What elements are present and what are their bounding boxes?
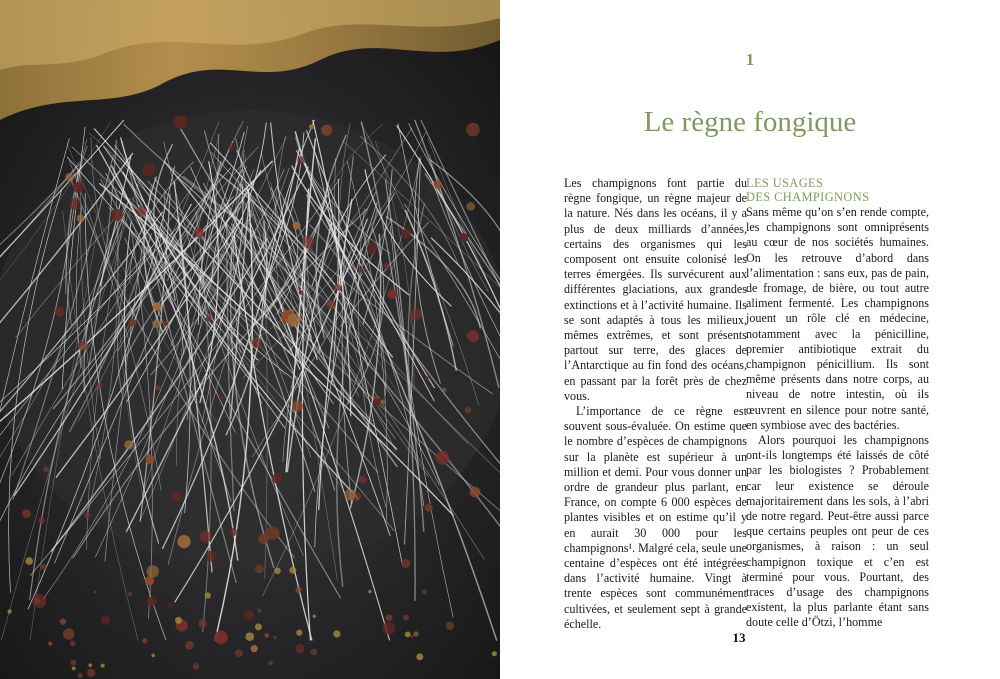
lichen-speck — [94, 590, 97, 593]
sporangium-dot — [206, 551, 217, 562]
lichen-speck — [235, 649, 243, 657]
sporangium-dot — [145, 455, 154, 464]
sporangium-dot — [152, 320, 161, 329]
sporangium-dot — [467, 330, 479, 342]
lichen-speck — [70, 641, 76, 647]
lichen-speck — [268, 661, 273, 666]
sporangium-dot — [401, 559, 410, 568]
sporangium-dot — [142, 163, 155, 176]
lichen-speck — [72, 667, 76, 671]
section-heading — [746, 176, 929, 204]
lichen-speck — [313, 615, 316, 618]
sporangium-dot — [434, 180, 443, 189]
sporangium-dot — [425, 504, 433, 512]
lichen-speck — [446, 622, 454, 630]
sporangium-dot — [60, 618, 66, 624]
chapter-title: Le règne fongique — [643, 106, 857, 138]
sporangium-dot — [219, 395, 225, 401]
sporangium-dot — [153, 302, 162, 311]
lichen-speck — [41, 564, 47, 570]
lichen-speck — [193, 663, 200, 670]
lichen-speck — [416, 653, 423, 660]
sporangium-dot — [435, 451, 449, 465]
sporangium-dot — [386, 614, 393, 621]
sporangium-dot — [382, 622, 395, 635]
sporangium-dot — [194, 228, 204, 238]
lichen-speck — [296, 630, 302, 636]
sporangium-dot — [200, 531, 212, 543]
sporangium-dot — [147, 565, 159, 577]
right-page — [500, 0, 1000, 679]
lichen-speck — [25, 557, 33, 565]
sporangium-dot — [309, 124, 314, 129]
lichen-speck — [7, 609, 11, 613]
lichen-speck — [422, 589, 427, 594]
sporangium-dot — [63, 628, 74, 639]
sporangium-dot — [22, 509, 31, 518]
sporangium-dot — [380, 399, 385, 404]
sporangium-dot — [101, 616, 110, 625]
sporangium-dot — [344, 489, 355, 500]
lichen-speck — [368, 590, 371, 593]
lichen-speck — [273, 636, 276, 639]
lichen-speck — [88, 663, 92, 667]
sporangium-dot — [413, 631, 418, 636]
sporangium-dot — [252, 337, 262, 347]
lichen-speck — [205, 592, 211, 598]
sporangium-dot — [129, 319, 137, 327]
paragraph: L’importance de ce règne est souvent sous-évaluée. On estime que le nombre d’espèces de champignons sur la planète est supérieur à un million et demi. Pour vous donner un ordre de grandeur plus parlant, en France, on compte 6 000 espèces de plantes visibles et on estime qu’il y en aurait 30 000 pour les champignons¹. Malgré cela, seule une centaine d’espèces ont été intégrées dans l’activité humaine. Vingt à trente espèces sont communément cultivées, et seulement sept à grande échelle. — [564, 404, 747, 631]
paragraph: Alors pourquoi les champignons ont-ils longtemps été laissés de côté par les biologistes ? Probablement car leur existence se déroule majoritairement dans les sols, à l’abri de notre regard. Peut-être aussi parce que certains peuples ont peur de ces organismes, à raison : un seul champignon toxique et c’en est terminé pour vous. Pourtant, des traces d’usage des champignons existent, la plus parlante étant sans doute celle d’Ötzi, l’homme — [746, 433, 929, 630]
sporangium-dot — [84, 512, 90, 518]
sporangium-dot — [465, 407, 472, 414]
sporangium-dot — [171, 491, 181, 501]
sporangium-dot — [78, 341, 88, 351]
sporangium-dot — [244, 610, 254, 620]
sporangium-dot — [214, 631, 228, 645]
sporangium-dot — [373, 398, 380, 405]
sporangium-dot — [69, 198, 81, 210]
sporangium-dot — [147, 596, 157, 606]
lichen-speck — [492, 651, 497, 656]
sporangium-dot — [326, 300, 336, 310]
sporangium-dot — [65, 173, 74, 182]
sporangium-dot — [459, 233, 468, 242]
sporangium-dot — [155, 385, 160, 390]
sporangium-dot — [401, 229, 410, 238]
sporangium-dot — [174, 115, 188, 129]
lichen-speck — [78, 673, 83, 678]
sporangium-dot — [297, 156, 305, 164]
sporangium-dot — [178, 535, 191, 548]
sporangium-dot — [299, 290, 303, 294]
sporangium-dot — [228, 143, 236, 151]
lichen-speck — [246, 632, 255, 641]
lichen-speck — [255, 623, 262, 630]
sporangium-dot — [410, 309, 422, 321]
lichen-speck — [255, 565, 264, 574]
sporangium-dot — [367, 243, 378, 254]
sporangium-dot — [295, 644, 304, 653]
chapter-number: 1 — [745, 50, 755, 69]
lichen-speck — [128, 592, 132, 596]
sporangium-dot — [424, 376, 429, 381]
left-text-column — [564, 176, 747, 632]
lichen-speck — [403, 615, 409, 621]
paragraph: Les champignons font partie du règne fongique, un règne majeur de la nature. Nés dans les océans, il y a plus de deux milliards d’années, certains des organismes qui les composent ont ensuite colonisé les terres émergées. Ils survécurent aux différentes glaciations, aux grandes extinctions et à l’activité humaine. Ils se sont adaptés à tous les milieux, mêmes extrêmes, et sont présents partout sur terre, des glaces de l’Antarctique au fin fond des océans, en passant par la forêt près de chez vous. — [564, 176, 747, 403]
section-heading-line: DES CHAMPIGNONS — [746, 190, 870, 204]
sporangium-dot — [292, 401, 303, 412]
right-text-column — [746, 176, 929, 631]
lichen-speck — [199, 620, 207, 628]
sporangium-dot — [466, 123, 480, 137]
section-heading-line: LES USAGES — [746, 176, 824, 190]
lichen-speck — [70, 660, 76, 666]
lichen-speck — [151, 654, 155, 658]
lichen-speck — [185, 641, 194, 650]
sporangium-dot — [163, 321, 168, 326]
paragraph: Sans même qu’on s’en rende compte, les champignons sont omniprésents au cœur de nos sociétés humaines. On les retrouve d’abord dans l’alimentation : sans eux, pas de pain, de fromage, de bière, ou tout autre aliment fermenté. Les champignons jouent un rôle clé en médecine, notamment avec la pénicilline, premier antibiotique extrait du champignon pénicillium. Ils sont même présents dans notre corps, au niveau de notre intestin, où ils œuvrent en silence pour notre santé, en symbiose avec des bactéries. — [746, 205, 929, 432]
sporangium-dot — [43, 466, 49, 472]
sporangium-dot — [38, 517, 45, 524]
sporangium-dot — [387, 289, 397, 299]
sporangium-dot — [295, 587, 301, 593]
sporangium-dot — [334, 284, 341, 291]
sporangium-dot — [229, 528, 237, 536]
lichen-speck — [175, 617, 182, 624]
lichen-speck — [87, 669, 95, 677]
sporangium-dot — [321, 125, 332, 136]
sporangium-dot — [272, 473, 282, 483]
sporangium-dot — [73, 182, 84, 193]
sporangium-dot — [359, 266, 366, 273]
sporangium-dot — [302, 236, 315, 249]
lichen-speck — [257, 609, 261, 613]
sporangium-dot — [137, 206, 147, 216]
sporangium-dot — [293, 222, 301, 230]
lichen-speck — [411, 635, 414, 638]
sporangium-dot — [251, 645, 258, 652]
sporangium-dot — [287, 314, 300, 327]
lichen-speck — [311, 649, 318, 656]
lichen-speck — [289, 567, 296, 574]
lichen-speck — [405, 632, 411, 638]
page-number: 13 — [732, 630, 746, 645]
sporangium-dot — [384, 263, 389, 268]
sporangium-dot — [258, 534, 269, 545]
sporangium-dot — [111, 209, 123, 221]
sporangium-dot — [124, 440, 133, 449]
lichen-speck — [101, 664, 105, 668]
sporangium-dot — [167, 603, 172, 608]
sporangium-dot — [48, 642, 52, 646]
lichen-speck — [333, 630, 340, 637]
lichen-speck — [35, 598, 41, 604]
sporangium-dot — [77, 214, 85, 222]
lichen-speck — [274, 568, 281, 575]
sporangium-dot — [206, 316, 212, 322]
sporangium-dot — [470, 487, 481, 498]
sporangium-dot — [359, 476, 367, 484]
sporangium-dot — [264, 633, 269, 638]
sporangium-dot — [142, 638, 148, 644]
sporangium-dot — [55, 307, 65, 317]
sporangium-dot — [97, 382, 103, 388]
sporangium-dot — [466, 202, 475, 211]
sporangium-dot — [442, 388, 446, 392]
